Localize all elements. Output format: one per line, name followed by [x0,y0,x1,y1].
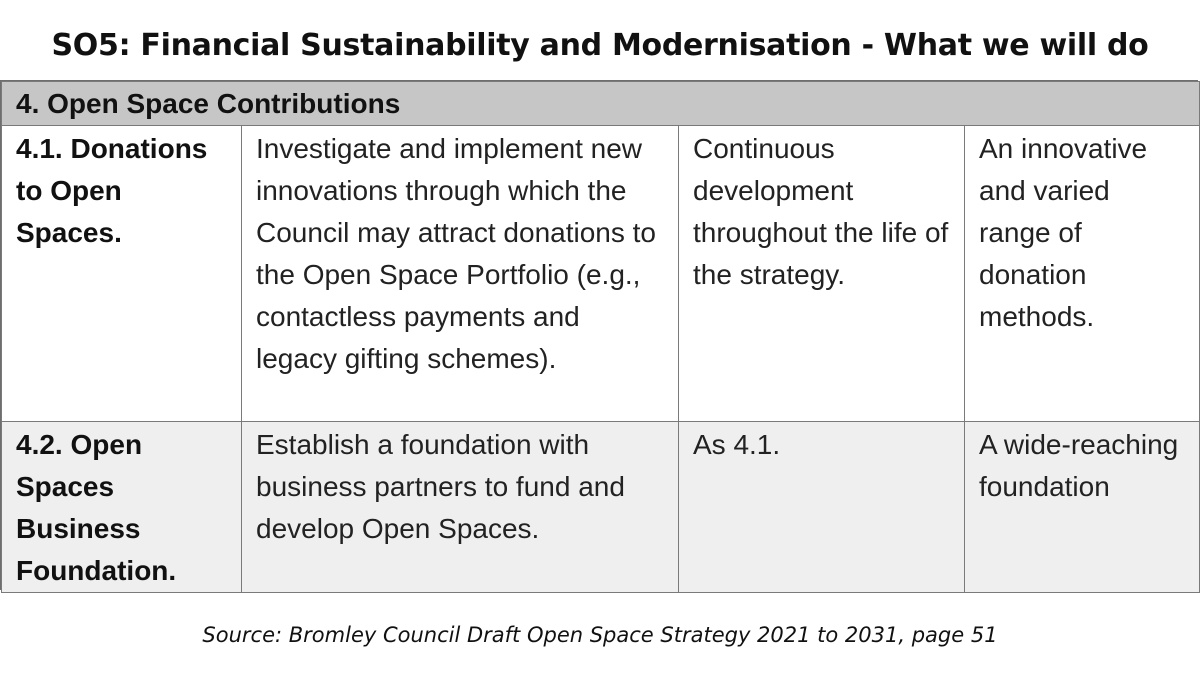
section-heading-row [2,82,1200,126]
strategy-table [0,80,1198,590]
section-heading: 4. Open Space Contributions [2,82,1200,126]
row-timescale: Continuous development throughout the life of the strategy. [679,126,965,422]
row-reference: 4.1. Donations to Open Spaces. [2,126,242,422]
row-reference: 4.2. Open Spaces Business Foundation. [2,422,242,593]
page-title: SO5: Financial Sustainability and Modernisation - What we will do [51,28,1149,63]
strategy-table-grid [1,81,1200,593]
row-outcome: An innovative and varied range of donation methods. [965,126,1200,422]
row-outcome: A wide-reaching foundation [965,422,1200,593]
row-action: Investigate and implement new innovations through which the Council may attract donations to the Open Space Portfolio (e.g., contactless payments and legacy gifting schemes). [242,126,679,422]
row-action: Establish a foundation with business partners to fund and develop Open Spaces. [242,422,679,593]
source-caption: Source: Bromley Council Draft Open Space Strategy 2021 to 2031, page 51 [202,623,998,647]
table-row [2,126,1200,422]
row-timescale: As 4.1. [679,422,965,593]
table-row [2,422,1200,593]
